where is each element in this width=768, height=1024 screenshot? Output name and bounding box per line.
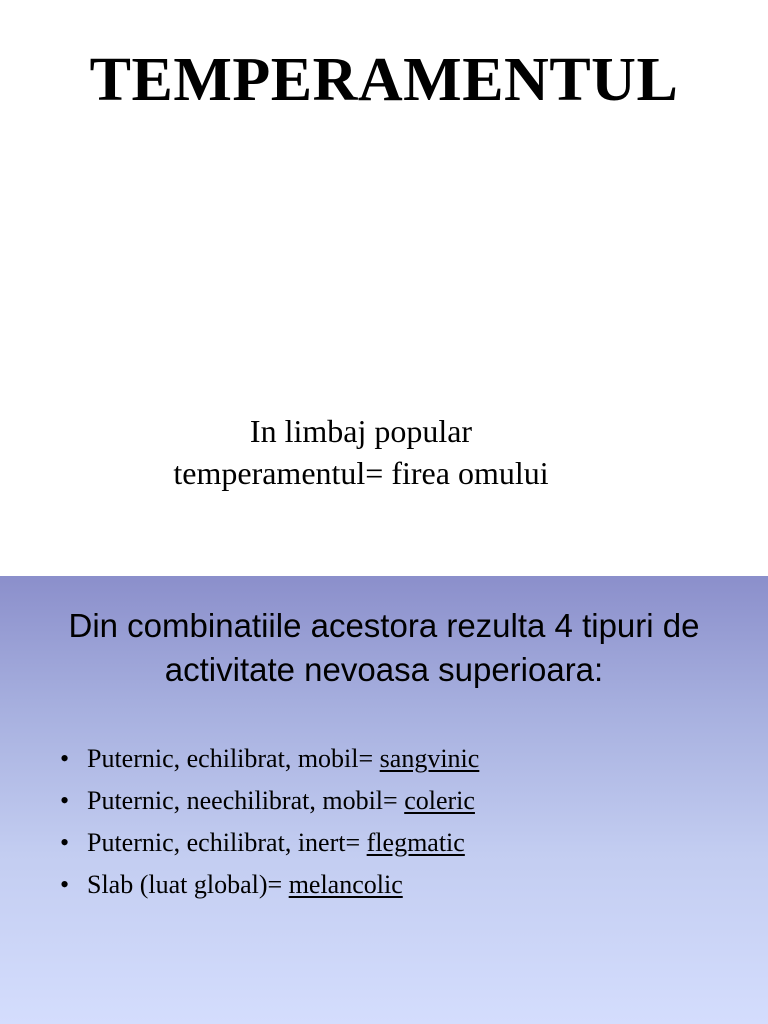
bullet-icon: •	[60, 744, 70, 773]
term-melancolic: melancolic	[288, 870, 403, 899]
list-item-text: Puternic, echilibrat, mobil=	[87, 744, 380, 773]
heading-line-1: Din combinatiile acestora rezulta 4 tipuri de	[68, 607, 700, 644]
bottom-heading	[0, 604, 768, 692]
bullet-icon: •	[60, 786, 70, 815]
heading-line-2: activitate nevoasa superioara:	[164, 651, 604, 688]
list-item-text: Slab (luat global)=	[87, 870, 289, 899]
list-item-sangvinic	[60, 738, 479, 780]
subtext-line-1: In limbaj popular	[249, 413, 473, 449]
list-item-melancolic	[60, 864, 479, 906]
list-item-text: Puternic, neechilibrat, mobil=	[87, 786, 405, 815]
term-coleric: coleric	[404, 786, 475, 815]
list-item-text: Puternic, echilibrat, inert=	[87, 828, 367, 857]
bullet-icon: •	[60, 870, 70, 899]
term-sangvinic: sangvinic	[379, 744, 480, 773]
list-item-coleric	[60, 780, 479, 822]
slide-title: TEMPERAMENTUL	[89, 46, 679, 114]
term-flegmatic: flegmatic	[366, 828, 465, 857]
temperament-type-list	[60, 738, 479, 906]
subtext-line-2: temperamentul= firea omului	[173, 455, 549, 491]
slide-bottom-panel	[0, 576, 768, 1024]
bullet-icon: •	[60, 828, 70, 857]
list-item-flegmatic	[60, 822, 479, 864]
slide-subtext	[0, 410, 722, 494]
